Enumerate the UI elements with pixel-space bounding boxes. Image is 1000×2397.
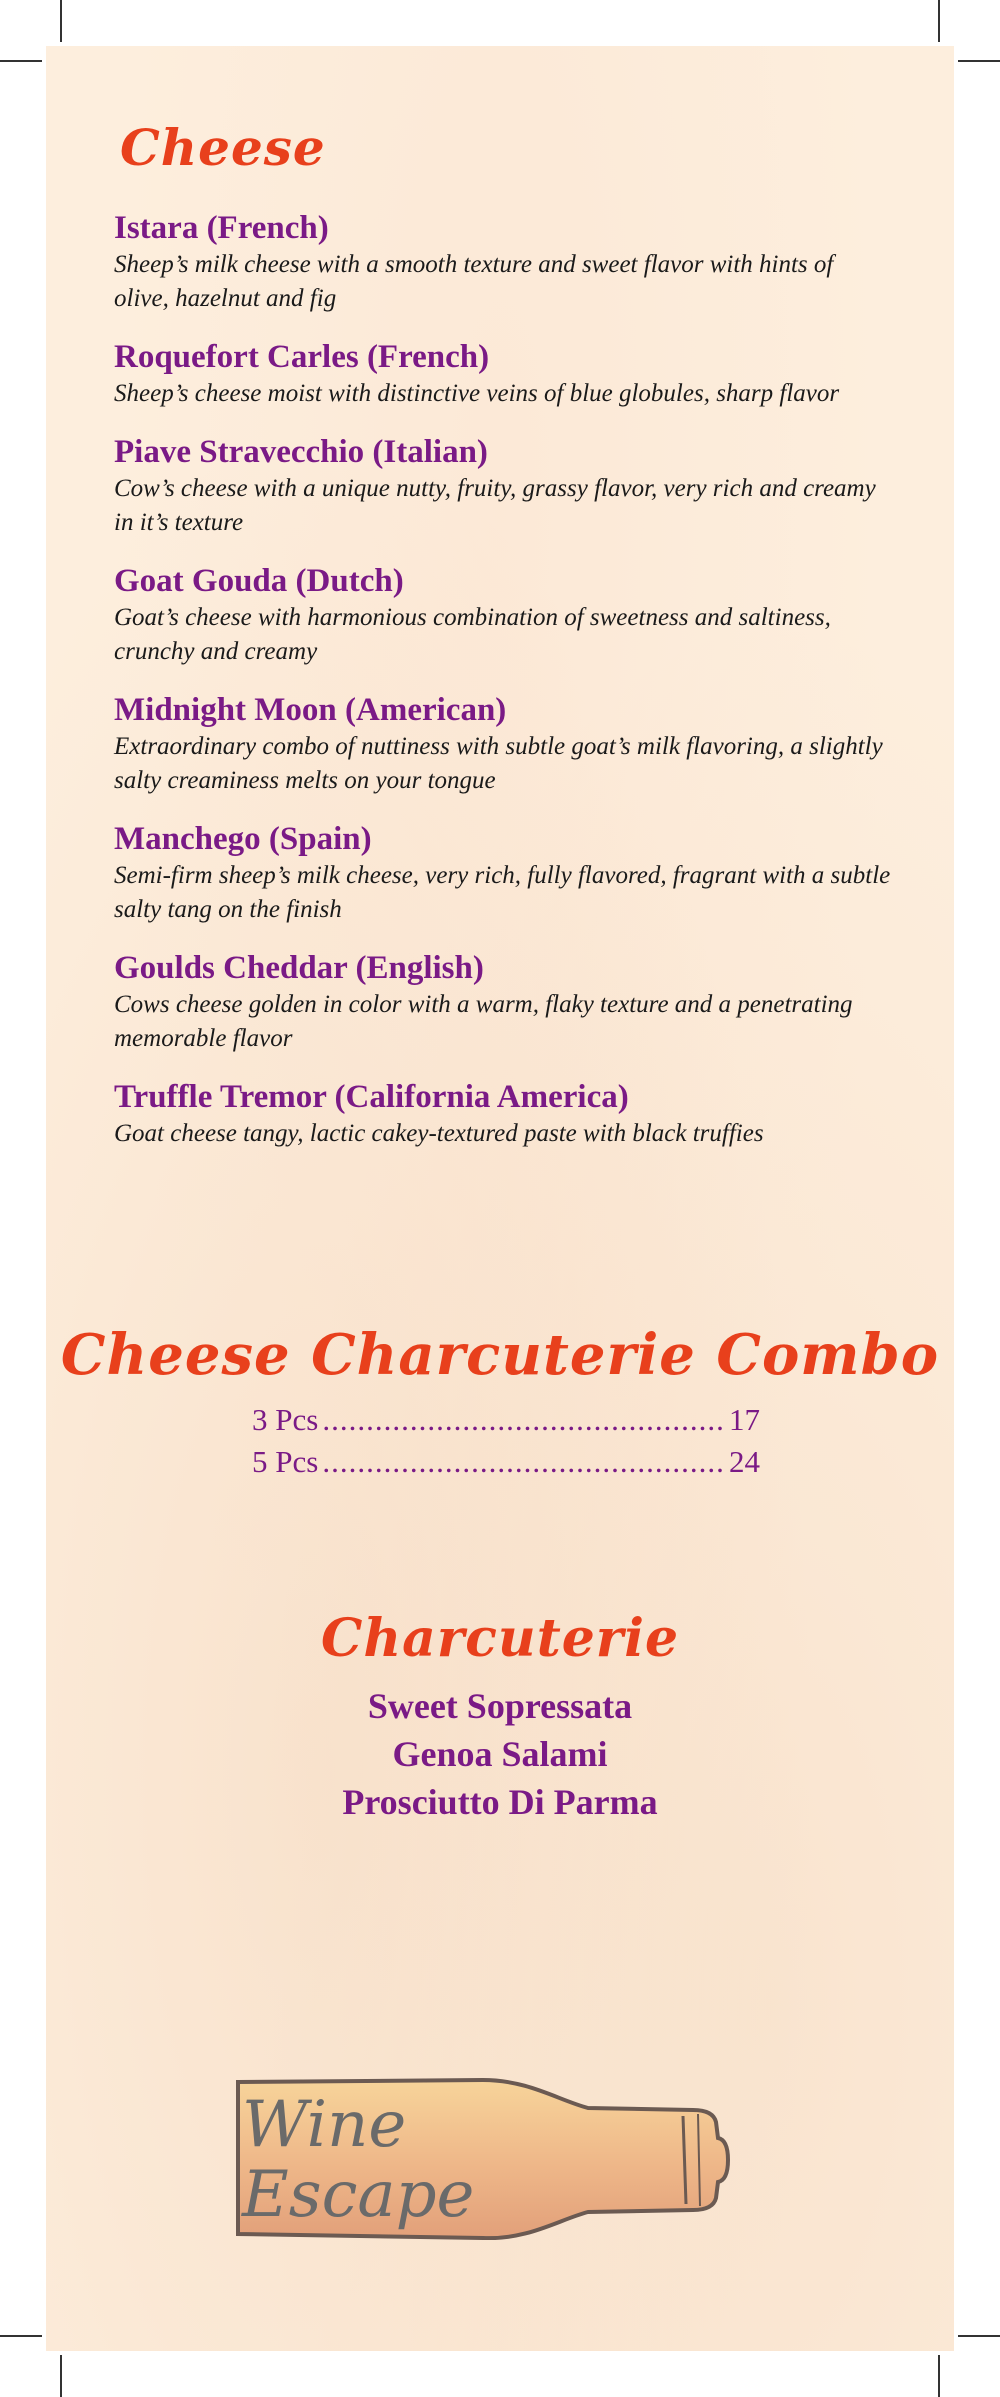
item-name: Goulds Cheddar (English) — [114, 950, 484, 986]
list-item — [114, 1077, 894, 1151]
dot-leader — [322, 1441, 725, 1483]
crop-mark — [938, 2355, 940, 2397]
price-row-label: 3 Pcs — [252, 1402, 319, 1437]
list-item — [114, 432, 894, 540]
charcuterie-heading: Charcuterie — [320, 1608, 680, 1669]
wine-escape-logo — [228, 2050, 788, 2240]
item-name: Piave Stravecchio (Italian) — [114, 434, 488, 470]
list-item: Genoa Salami — [392, 1734, 608, 1774]
item-description: Cow’s cheese with a unique nutty, fruity, grassy flavor, very rich and creamy in it’s texture — [114, 475, 876, 536]
price-row — [252, 1399, 760, 1441]
cheese-list — [114, 208, 894, 1172]
list-item: Sweet Sopressata — [367, 1686, 633, 1726]
cheese-heading: Cheese — [120, 118, 326, 177]
item-name: Truffle Tremor (California America) — [114, 1079, 629, 1115]
item-description: Cows cheese golden in color with a warm, flaky texture and a penetrating memorable flavor — [114, 991, 853, 1052]
crop-mark — [60, 2355, 62, 2397]
logo-text-line1: Wine — [242, 2088, 407, 2162]
crop-mark — [938, 0, 940, 42]
item-name: Manchego (Spain) — [114, 821, 372, 857]
list-item — [114, 690, 894, 798]
list-item — [114, 819, 894, 927]
list-item — [114, 561, 894, 669]
item-name: Midnight Moon (American) — [114, 692, 507, 728]
crop-mark — [958, 2335, 1000, 2337]
price-row-price: 17 — [729, 1402, 760, 1437]
item-description: Sheep’s milk cheese with a smooth texture and sweet flavor with hints of olive, hazelnut and fig — [114, 251, 834, 312]
item-name: Roquefort Carles (French) — [114, 339, 490, 375]
logo-text-line2: Escape — [242, 2158, 475, 2232]
crop-mark — [958, 60, 1000, 62]
list-item — [114, 948, 894, 1056]
combo-price-list — [252, 1399, 760, 1483]
item-name: Istara (French) — [114, 210, 329, 246]
item-description: Goat’s cheese with harmonious combination of sweetness and saltiness, crunchy and creamy — [114, 604, 831, 665]
price-row — [252, 1441, 760, 1483]
item-description: Sheep’s cheese moist with distinctive veins of blue globules, sharp flavor — [114, 380, 840, 407]
crop-mark — [60, 0, 62, 42]
crop-mark — [0, 2335, 42, 2337]
price-row-price: 24 — [729, 1444, 760, 1479]
combo-heading: Cheese Charcuterie Combo — [60, 1322, 940, 1388]
item-name: Goat Gouda (Dutch) — [114, 563, 404, 599]
item-description: Goat cheese tangy, lactic cakey-textured paste with black truffies — [114, 1120, 764, 1147]
list-item — [114, 208, 894, 316]
price-row-label: 5 Pcs — [252, 1444, 319, 1479]
wine-bottle-icon — [228, 2050, 788, 2240]
list-item — [114, 337, 894, 411]
charcuterie-list — [0, 1682, 1000, 1826]
dot-leader — [322, 1399, 725, 1441]
item-description: Semi-firm sheep’s milk cheese, very rich, fully flavored, fragrant with a subtle salty tang on the finish — [114, 862, 891, 923]
list-item: Prosciutto Di Parma — [342, 1782, 658, 1822]
item-description: Extraordinary combo of nuttiness with subtle goat’s milk flavoring, a slightly salty creaminess melts on your tongue — [114, 733, 883, 794]
crop-mark — [0, 60, 42, 62]
